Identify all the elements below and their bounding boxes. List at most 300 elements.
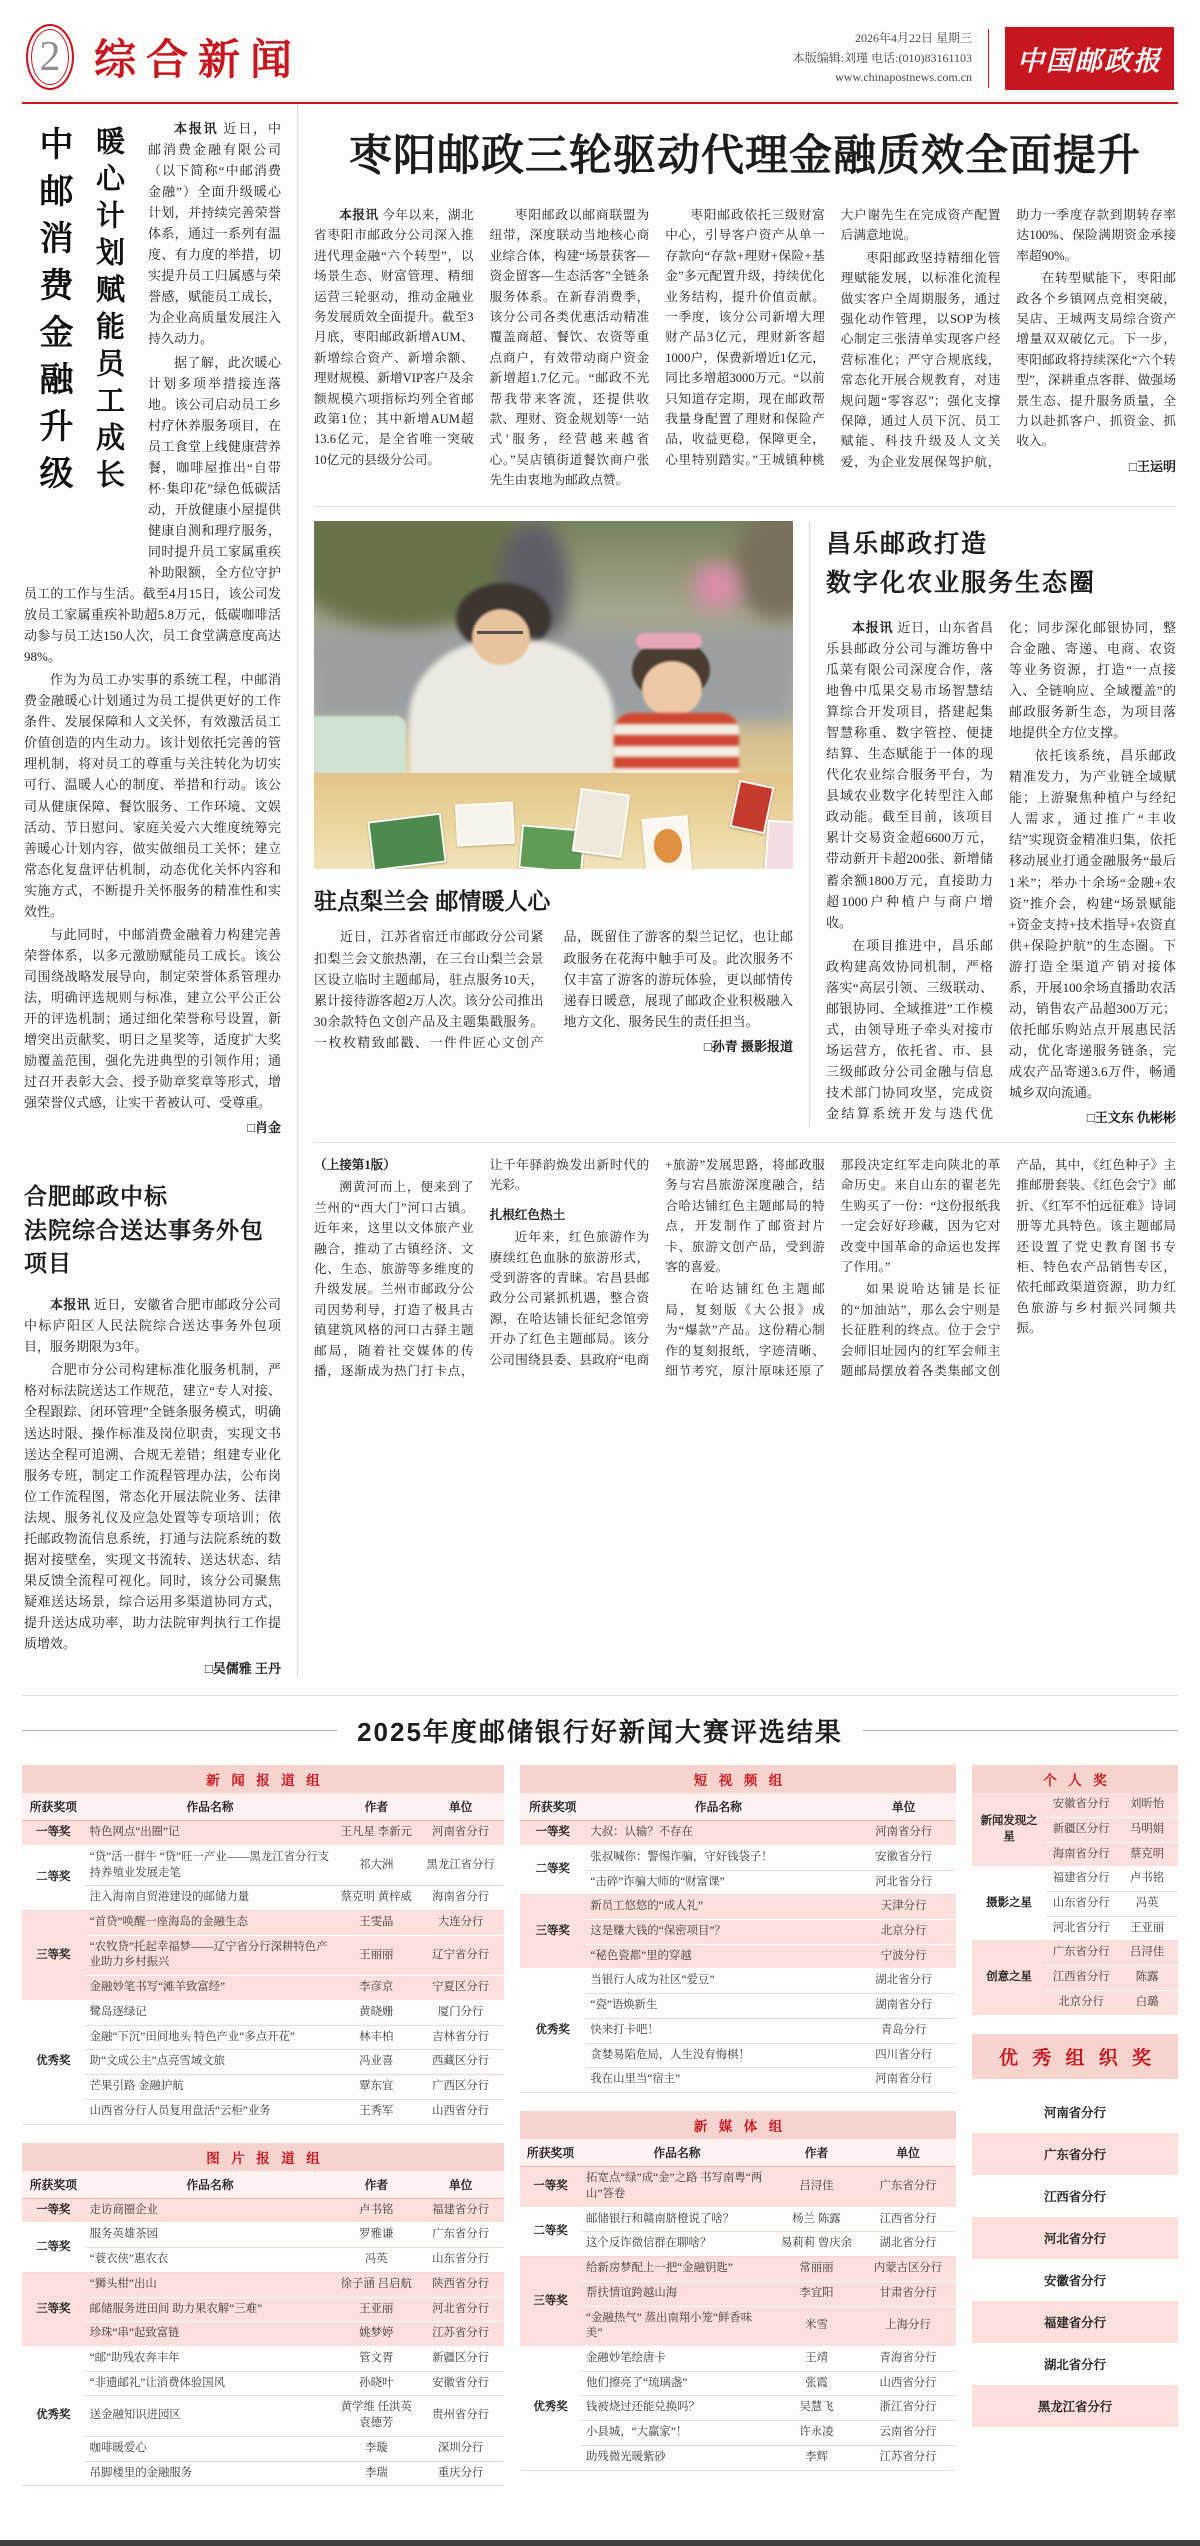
article-zaoyang-headline: 枣阳邮政三轮驱动代理金融质效全面提升 [349, 132, 1141, 180]
table-row [22, 2050, 504, 2075]
table-cell: 内蒙古区分行 [860, 2257, 956, 2282]
table-cell: 罗雅谦 [335, 2223, 417, 2248]
paragraph: 本报讯 今年以来，湖北省枣阳市邮政分公司深入推进代理金融“六个转型”，以场景生态、财富管理、精细运营三轮驱动，推动金融业务发展质效全面提升。截至3月底，枣阳邮政新增AUM、新增综合资产、新增余额、理财规模、新增VIP客户及余额规模六项指标均列全省邮政第1位；其中新增AUM超13.6亿元，是全省唯一突破10亿元的县级分公司。 [314, 208, 474, 467]
paragraph: 枣阳邮政依托三级财富中心，引导客户资产从单一存款向“存款+理财+保险+基金”多元配置升级，持续优化业务结构，提升价值贡献。一季度，该分公司新增大理财产品3亿元，理财新客超1000户，保费新增近1亿元，同比多增超3000万元。“以前只知道存定期，现在邮政帮我量身配置了理财和保险产品，收益更稳，保障更全，心里特别踏实。”王城镇种桃大户谢先生在完成资产配置后满意地说。 [665, 208, 1001, 467]
table-row [22, 1845, 504, 1885]
table-row [22, 2025, 504, 2050]
article-zaoyang [314, 122, 1176, 490]
table-cell: 李瑞 [335, 2461, 417, 2486]
table-cell: 这是赚大钱的“保密项目”？ [585, 1919, 851, 1944]
paragraph: 依托该系统，昌乐邮政精准发力，为产业链全域赋能；上游聚焦种植户与经纪人需求，通过推广“丰收结”实现资金精准归集，依托移动展业打通金融服务“最后1米”；举办十余场“金融+农资”推介会，构建“场景赋能+资金支持+技术指导+农资直供+保险护航”的生态圈。下游打造全渠道产销对接体系，开展100余场直播助农活动，销售农产品超300万元；依托邮乐购站点开展惠民活动，优化寄递服务链条，完成农产品寄递3.6万件，畅通城乡双向流通。 [1009, 748, 1176, 1100]
contest-column-left [22, 1765, 504, 2504]
award-cell: 一等奖 [520, 2167, 581, 2207]
table-row [520, 1994, 956, 2019]
photo-woman-glasses [477, 631, 523, 641]
org-award-item: 广东省分行 [972, 2133, 1178, 2175]
table-cell: “瓷”语焕新生 [585, 1994, 851, 2019]
column-header: 所获奖项 [22, 1793, 85, 1821]
table-cell: 黄学维 任洪英 袁德芳 [335, 2396, 417, 2436]
table-row [520, 2018, 956, 2043]
table-cell: 河南省分行 [851, 1821, 956, 1846]
paragraph: 据了解，此次暖心计划多项举措接连落地。该公司启动员工乡村疗休养服务项目，在员工食堂上线健康营养餐，咖啡屋推出“自带杯·集印花”绿色低碳活动，开放健康小屋提供健康自测和理疗服务，同时提升员工家属重疾补助限额，全方位守护员工的工作与生活。截至4月15日，该公司发放员工家属重疾补助超5.8万元，低碳咖啡活动参与员工达150人次，员工食堂满意度高达98%。 [24, 354, 281, 665]
table-cell: 当银行人成为社区“爱豆” [585, 1969, 851, 1994]
edition-date: 2026年4月22日 星期三 [854, 30, 972, 45]
table-cell: 广西区分行 [417, 2075, 504, 2100]
group-title: 短视频组 [520, 1765, 956, 1793]
table-cell: 王亚丽 [1116, 1916, 1178, 1941]
table-row [22, 2297, 504, 2322]
table-row [22, 2000, 504, 2025]
table-cell: 陕西省分行 [417, 2272, 504, 2297]
table-cell: 江西省分行 [1046, 1966, 1116, 1991]
award-cell: 三等奖 [22, 2272, 85, 2346]
table-cell: 林丰柏 [335, 2025, 417, 2050]
table-video-group [520, 1765, 956, 2093]
table-cell: 广东省分行 [417, 2223, 504, 2248]
article-changle-body [826, 617, 1176, 1126]
table-cell: 四川省分行 [851, 2043, 956, 2068]
article-hefei-title-line2: 法院综合送达事务外包项目 [24, 1216, 264, 1276]
column-header: 所获奖项 [22, 2171, 85, 2199]
website[interactable]: www.chinapostnews.com.cn [835, 70, 972, 85]
award-cell: 三等奖 [520, 2257, 581, 2347]
table-cell: 陈露 [1116, 1966, 1178, 1991]
table-row [520, 2371, 956, 2396]
table-cell: 冯业喜 [335, 2050, 417, 2075]
award-cell: 优秀奖 [520, 2346, 581, 2470]
table-row [520, 2421, 956, 2446]
table-cell: 邮储银行和赣南脐橙说了啥？ [581, 2207, 773, 2232]
news-photo [314, 521, 793, 869]
table-cell: 助残微光暖紫砂 [581, 2445, 773, 2470]
table-cell: 张霞 [773, 2371, 860, 2396]
table-cell: 吕浔佳 [1116, 1941, 1178, 1966]
table-cell: 河北省分行 [417, 2297, 504, 2322]
group-title: 新媒体组 [520, 2111, 956, 2139]
table-cell: 江苏省分行 [417, 2322, 504, 2347]
contest-column-right [972, 1765, 1178, 2427]
table-row [520, 2068, 956, 2093]
table-cell: 海南省分行 [417, 1886, 504, 1911]
table-cell: 助“文成公主”点亮雪域文旅 [85, 2050, 336, 2075]
table-cell: 天津分行 [851, 1895, 956, 1920]
award-cell: 优秀奖 [22, 2000, 85, 2124]
table-cell: 安徽省分行 [417, 2371, 504, 2396]
column-header: 作品名称 [581, 2139, 773, 2167]
contest-results [22, 1695, 1178, 2530]
paragraph: 近日，江苏省宿迁市邮政分公司紧扣梨兰会文旅热潮，在三台山梨兰会景区设立临时主题邮局，驻点服务10天，累计接待游客超2万人次。该分公司推出30余款特色文创产品及主题集戳服务。一枚枚精致邮戳、一件件匠心文创产品，既留住了游客的梨兰记忆，也让邮政服务在花海中触手可及。此次服务不仅丰富了游客的游玩体验，更以邮情传递春日暖意，展现了邮政企业积极融入地方文化、服务民生的责任担当。 [314, 929, 793, 1050]
table-cell: 河北省分行 [851, 1870, 956, 1895]
group-title: 个人奖 [972, 1765, 1178, 1793]
table-cell: 吴慧飞 [773, 2396, 860, 2421]
article-changle-title-line2: 数字化农业服务生态圈 [826, 569, 1097, 598]
table-row [520, 2346, 956, 2371]
table-cell: 王雯晶 [335, 1910, 417, 1935]
table-cell: 吉林省分行 [417, 2025, 504, 2050]
table-cell: 山东省分行 [417, 2248, 504, 2273]
column-header: 作品名称 [85, 2171, 336, 2199]
editor-line: 本版编辑:刘瑾 电话:(010)83161103 [792, 50, 972, 65]
table-row [22, 1821, 504, 1846]
article-changle-title-line1: 昌乐邮政打造 [826, 530, 989, 559]
table-cell: 北京分行 [851, 1919, 956, 1944]
paragraph: 枣阳邮政坚持精细化管理赋能发展，以标准化流程做实客户全周期服务，通过强化动作管理，以SOP为核心制定三张清单实现客户经营标准化；严守合规底线，常态化开展合规教育，对违规问题“零容忍”；强化支撑保障，通过人员下沉、员工赋能、科技升级及人文关爱，为企业发展保驾护航，助力一季度存款到期转存率达100%、保险满期资金承接率超90%。 [840, 208, 1176, 469]
paragraph: 本报讯 近日，中邮消费金融有限公司（以下简称“中邮消费金融”）全面升级暖心计划，并持续完善荣誉体系，通过一系列有温度、有力度的举措，切实提升员工归属感与荣誉感，赋能员工成长，为企业高质量发展注入持久动力。 [148, 121, 281, 347]
table-cell: 快来打卡吧！ [585, 2018, 851, 2043]
table-row [520, 2257, 956, 2282]
table-cell: 山东省分行 [1046, 1891, 1116, 1916]
article-hefei-body [24, 1294, 281, 1677]
org-award-box [972, 2034, 1178, 2427]
table-cell: “金融热气” 蒸出南翔小笼“鲜香味美” [581, 2306, 773, 2346]
award-cell: 二等奖 [22, 1845, 85, 1910]
middle-row [314, 506, 1176, 1126]
table-cell: 蔡克明 黄梓威 [335, 1886, 417, 1911]
table-cell: 杨兰 陈露 [773, 2207, 860, 2232]
news-group-table [22, 1793, 504, 2125]
paragraph: 枣阳邮政以邮商联盟为纽带，深度联动当地核心商业综合体，构建“场景获客—资金留客—生态活客”全链条服务体系。在新春消费季，该分公司各类优惠活动精准覆盖商超、餐饮、农资等重点商户，有效带动商户资金新增超1.7亿元。“邮政不光帮我带来客流，还提供收款、理财、资金规划等‘一站式’服务，经营越来越省心。”吴店镇街道餐饮商户张先生由衷地为邮政点赞。 [489, 208, 650, 488]
table-cell: 湖南省分行 [851, 1994, 956, 2019]
table-cell: 祁大洲 [335, 1845, 417, 1885]
table-cell: 青海省分行 [860, 2346, 956, 2371]
table-cell: 拓宽点“绿”成“金”之路 书写南粤“两山”答卷 [581, 2167, 773, 2207]
table-cell: 吊脚楼里的金融服务 [85, 2461, 336, 2486]
table-row [22, 1886, 504, 1911]
table-cell: 大叔：认输？不存在 [585, 1821, 851, 1846]
article-zhongyou [24, 118, 281, 1136]
paragraph: 在转型赋能下，枣阳邮政各个乡镇网点竞相突破，吴店、王城两支局综合资产增量双双破亿元。下一步，枣阳邮政将持续深化“六个转型”，深耕重点客群、做强场景生态、提升服务质量，全力以赴抓客户、抓资金、抓收入。 [1016, 271, 1176, 449]
table-cell: 宁夏区分行 [417, 1976, 504, 2001]
table-row [520, 2207, 956, 2232]
photo-story-title: 驻点梨兰会 邮情暖人心 [314, 888, 551, 915]
table-cell: 李辉 [773, 2445, 860, 2470]
table-cell: “击碎”诈骗大师的“财富课” [585, 1870, 851, 1895]
table-cell: 注入海南自贸港建设的邮储力量 [85, 1886, 336, 1911]
table-cell: 帮扶情谊跨越山海 [581, 2281, 773, 2306]
table-cell: 王凡星 李新元 [335, 1821, 417, 1846]
article-hefei-title [24, 1180, 281, 1280]
table-cell: 吕浔佳 [773, 2167, 860, 2207]
table-cell: 甘肃省分行 [860, 2281, 956, 2306]
newspaper-logo: 中国邮政报 [1005, 27, 1174, 90]
table-cell: “狮头柑”出山 [85, 2272, 336, 2297]
photo-stamp-sheet [367, 813, 447, 869]
table-cell: 刘昕怡 [1116, 1793, 1178, 1817]
article-zhongyou-vertical-title [24, 126, 134, 556]
table-cell: 管文胥 [335, 2346, 417, 2371]
divider [22, 1730, 337, 1731]
page-number-badge: 2 [26, 24, 74, 90]
org-award-list [972, 2091, 1178, 2427]
table-cell: “秘色瓷都”里的穿越 [585, 1944, 851, 1969]
contest-title-row [22, 1712, 1178, 1749]
table-cell: “农牧贷”托起幸福梦——辽宁省分行深耕特色产业助力乡村振兴 [85, 1935, 336, 1975]
table-newmedia-group [520, 2111, 956, 2471]
left-column [22, 104, 298, 1677]
column-header: 单位 [860, 2139, 956, 2167]
contest-column-middle [520, 1765, 956, 2489]
photo-envelope [572, 788, 630, 858]
table-cell: 孙晓叶 [335, 2371, 417, 2396]
table-cell: 邮储服务进田间 助力果农解“三难” [85, 2297, 336, 2322]
table-row [22, 1976, 504, 2001]
table-cell: 姚梦婷 [335, 2322, 417, 2347]
table-cell: 安徽省分行 [851, 1845, 956, 1870]
table-cell: 宁波分行 [851, 1944, 956, 1969]
award-cell: 三等奖 [520, 1895, 585, 1969]
table-cell: 李璇 [335, 2436, 417, 2461]
group-title: 新闻报道组 [22, 1765, 504, 1793]
article-changle [810, 521, 1176, 1126]
photo-child-headband [636, 633, 702, 649]
table-cell: 冯英 [335, 2248, 417, 2273]
masthead [22, 16, 1178, 104]
table-row [520, 2232, 956, 2257]
table-row [520, 1845, 956, 1870]
table-cell: 李宜阳 [773, 2281, 860, 2306]
table-cell: 李彦京 [335, 1976, 417, 2001]
table-cell: 山西省分行人员复用盘活“云柜”业务 [85, 2099, 336, 2124]
table-cell: 易莉莉 曾庆余 [773, 2232, 860, 2257]
org-award-item: 安徽省分行 [1044, 2273, 1106, 2288]
column-header: 所获奖项 [520, 2139, 581, 2167]
paragraph: 在哈达铺红色主题邮局，复刻版《大公报》成为“爆款”产品。这份精心制作的复刻报纸，字迹清晰、细节考究，原汁原味还原了那段决定红军走向陕北的革命历史。来自山东的翟老先生购买了一份：“这份报纸我一定会好好珍藏，因为它对改变中国革命的命运也发挥了作用。” [665, 1158, 1001, 1378]
table-cell: 贵州省分行 [417, 2396, 504, 2436]
photo-postcard [455, 802, 515, 847]
table-cell: 王丽丽 [335, 1935, 417, 1975]
table-cell: 服务英雄茶园 [85, 2223, 336, 2248]
table-cell: 送金融知识进园区 [85, 2396, 336, 2436]
table-cell: 王亚丽 [335, 2297, 417, 2322]
table-row [972, 1867, 1178, 1892]
personal-awards-table [972, 1793, 1178, 2016]
divider [863, 1730, 1178, 1731]
table-row [520, 1919, 956, 1944]
table-cell: 这个反诈微信群在聊啥？ [581, 2232, 773, 2257]
photo-story [314, 521, 810, 1126]
article-continued [314, 1142, 1176, 1381]
org-award-item: 江西省分行 [1044, 2189, 1106, 2204]
table-cell: 王秀军 [335, 2099, 417, 2124]
table-cell: 福建省分行 [1046, 1867, 1116, 1892]
column-header: 作者 [335, 1793, 417, 1821]
photo-group-table [22, 2171, 504, 2487]
column-header: 作者 [335, 2171, 417, 2199]
table-cell: 湖北省分行 [851, 1969, 956, 1994]
continued-label: （上接第1版） [314, 1158, 396, 1173]
table-cell: 广东省分行 [860, 2167, 956, 2207]
table-row [22, 2223, 504, 2248]
newmedia-group-table [520, 2139, 956, 2471]
table-cell: 给新房梦配上一把“金融钥匙” [581, 2257, 773, 2282]
article-zaoyang-body [314, 205, 1176, 490]
award-cell: 摄影之星 [972, 1867, 1046, 1941]
column-header: 单位 [417, 2171, 504, 2199]
table-cell: 金融“下沉”田间地头 特色产业“多点开花” [85, 2025, 336, 2050]
org-award-item: 湖北省分行 [1044, 2357, 1106, 2372]
table-news-group [22, 1765, 504, 2125]
photo-souvenir-pack [764, 820, 793, 869]
table-cell: 新员工悠悠的“成人礼” [585, 1895, 851, 1920]
table-cell: 我在山里当“宿主” [585, 2068, 851, 2093]
article-changle-title [826, 525, 1176, 603]
article-hefei-title-line1: 合肥邮政中标 [24, 1183, 168, 1210]
table-row [22, 2371, 504, 2396]
table-cell: 张叔喊你：警惕诈骗，守好钱袋子！ [585, 1845, 851, 1870]
table-row [22, 2272, 504, 2297]
table-personal-awards [972, 1765, 1178, 2016]
table-cell: 辽宁省分行 [417, 1935, 504, 1975]
table-cell: 黑龙江省分行 [417, 1845, 504, 1885]
paragraph: 作为为员工办实事的系统工程，中邮消费金融暖心计划通过为员工提供更好的工作条件、发展保障和人文关怀，有效激活员工价值创造的内生动力。该计划依托完善的管理机制，将对员工的尊重与关注转化为切实可行、温暖人心的制度、举措和行动。该公司从健康保障、餐饮服务、工作环境、文娱活动、节日慰问、家庭关爱六大维度统筹完善暖心计划内容，做实做细员工关怀；建立常态化复盘评估机制，动态优化关怀内容和实施方式，不断提升关怀服务的精准性和实效性。 [24, 672, 281, 919]
column-header: 作者 [773, 2139, 860, 2167]
article-zhongyou-title-main: 中邮消费金融升级 [34, 126, 72, 502]
table-cell: 山西省分行 [860, 2371, 956, 2396]
table-cell: 湖北省分行 [860, 2232, 956, 2257]
paragraph: 合肥市分公司构建标准化服务机制，严格对标法院送达工作规范，建立“专人对接、全程跟踪、闭环管理”全链条服务模式，明确送达时限、操作标准及岗位职责，实现文书送达全程可追溯、合规无差错；组建专业化服务专班，制定工作流程管理办法，公布岗位工作流程图，常态化开展法院业务、法律法规、服务礼仪及应急处置等专项培训；依托邮政物流信息系统，打通与法院系统的数据对接壁垒，实现文书流转、送达状态、结果反馈全流程可视化。同时，该分公司聚焦疑难送达场景，综合运用多渠道协同方式，提升送达成功率，助力法院审判执行工作提质增效。 [24, 1362, 281, 1651]
table-row [520, 1821, 956, 1846]
contest-title: 2025年度邮储银行好新闻大赛评选结果 [357, 1717, 843, 1748]
table-cell: 上海分行 [860, 2306, 956, 2346]
table-row [22, 2099, 504, 2124]
table-cell: 冯英 [1116, 1891, 1178, 1916]
table-cell: 金融妙笔书写“滩羊致富经” [85, 1976, 336, 2001]
table-row [22, 2436, 504, 2461]
table-cell: 蔡克明 [1116, 1842, 1178, 1867]
column-header: 作品名称 [85, 1793, 336, 1821]
table-cell: 米雪 [773, 2306, 860, 2346]
award-cell: 新闻发现之星 [972, 1793, 1046, 1867]
table-cell: 贪婪易陷危局，人生没有悔棋！ [585, 2043, 851, 2068]
table-cell: 山西省分行 [417, 2099, 504, 2124]
award-cell: 二等奖 [520, 1845, 585, 1894]
award-cell: 三等奖 [22, 1910, 85, 2000]
byline: □王文东 仇彬彬 [1086, 1110, 1176, 1126]
table-cell: 金融妙笔绘唐卡 [581, 2346, 773, 2371]
table-cell: 安徽省分行 [1046, 1793, 1116, 1817]
photo-flower [694, 563, 740, 609]
table-row [22, 2396, 504, 2436]
org-award-title: 优秀组织奖 [972, 2034, 1178, 2079]
table-cell: 卢书铭 [1116, 1867, 1178, 1892]
table-row [520, 2306, 956, 2346]
table-row [22, 1935, 504, 1975]
table-cell: 西藏区分行 [417, 2050, 504, 2075]
table-row [22, 2198, 504, 2223]
table-cell: “非遗邮礼”让消费体验国风 [85, 2371, 336, 2396]
table-cell: 黄晓姗 [335, 2000, 417, 2025]
award-cell: 一等奖 [520, 1821, 585, 1846]
table-cell: 芒果引路 金融护航 [85, 2075, 336, 2100]
table-row [520, 2043, 956, 2068]
group-title: 图片报道组 [22, 2143, 504, 2171]
table-row [520, 2445, 956, 2470]
table-cell: 重庆分行 [417, 2461, 504, 2486]
table-cell: 走访商圈企业 [85, 2198, 336, 2223]
paragraph: 与此同时，中邮消费金融着力构建完善荣誉体系，以多元激励赋能员工成长。该公司围绕战略发展导向，制定荣誉体系管理办法，明确评选规则与标准，建立公平公正公开的评选机制；通过细化荣誉称号设置，新增突出贡献奖、明日之星奖等，适度扩大奖励覆盖范围，强化先进典型的引领作用；通过召开表彰大会、授予勋章奖章等形式，增强荣誉仪式感，让实干者被认可、受尊重。 [24, 926, 281, 1111]
table-cell: 咖啡暖爱心 [85, 2436, 336, 2461]
column-header: 单位 [417, 1793, 504, 1821]
table-row [520, 1895, 956, 1920]
table-cell: 厦门分行 [417, 2000, 504, 2025]
table-cell: 河北省分行 [1046, 1916, 1116, 1941]
org-award-item: 河南省分行 [1044, 2105, 1106, 2120]
table-cell: 特色网点“出圈”记 [85, 1821, 336, 1846]
paragraph: 近年来，红色旅游作为赓续红色血脉的旅游形式，受到游客的青睐。宕昌县邮政分公司紧抓机遇，整合资源，在哈达铺长征纪念馆旁开办了红色主题邮局。该分公司围绕县委、县政府“电商+旅游”发展思路，将邮政服务与宕昌旅游深度融合，结合哈达铺红色主题邮局的特点，开发制作了邮资封片卡、旅游文创产品，受到游客的喜爱。 [489, 1158, 825, 1367]
table-cell: 河南省分行 [851, 2068, 956, 2093]
award-cell: 创意之星 [972, 1941, 1046, 2015]
org-award-item: 黑龙江省分行 [972, 2385, 1178, 2427]
table-row [22, 2461, 504, 2486]
award-cell: 二等奖 [22, 2223, 85, 2272]
table-row [22, 2346, 504, 2371]
paragraph: 溯黄河而上，便来到了兰州的“西大门”河口古镇。近年来，这里以文体旅产业融合，推动了古镇经济、文化、生态、旅游等多维度的升级发展。兰州市邮政分公司因势利导，打造了极具古镇建筑风格的河口古驿主题邮局，随着社交媒体的传播，逐渐成为热门打卡点，让千年驿韵焕发出新时代的光彩。 [314, 1158, 650, 1378]
table-cell: 深圳分行 [417, 2436, 504, 2461]
table-cell: 广东省分行 [1046, 1941, 1116, 1966]
table-cell: 徐子涵 吕启航 [335, 2272, 417, 2297]
org-award-item: 河北省分行 [972, 2217, 1178, 2259]
column-header: 所获奖项 [520, 1793, 585, 1821]
table-cell: 卢书铭 [335, 2198, 417, 2223]
table-cell: 江西省分行 [860, 2207, 956, 2232]
table-cell: 钱被烧过还能兑换吗？ [581, 2396, 773, 2421]
award-cell: 优秀奖 [520, 1969, 585, 2093]
paragraph: 本报讯 近日，山东省昌乐县邮政分公司与潍坊鲁中瓜菜有限公司深度合作，落地鲁中瓜果交易市场智慧结算综合开发项目，搭建起集智慧称重、数字管控、便捷结算、生态赋能于一体的现代化农业综合服务平台，为县域农业数字化转型注入邮政动能。截至目前，该项目累计交易资金超6600万元，带动新开卡超200张、新增储蓄余额1800万元，直接助力超1000户种植户与商户增收。 [826, 619, 993, 930]
award-cell: 一等奖 [22, 1821, 85, 1846]
table-cell: 青岛分行 [851, 2018, 956, 2043]
table-cell: 白璐 [1116, 1990, 1178, 2015]
table-cell: 他们擦亮了“琉璃盏” [581, 2371, 773, 2396]
table-row [520, 1944, 956, 1969]
table-row [520, 2281, 956, 2306]
paragraph: 在项目推进中，昌乐邮政构建高效协同机制，严格落实“高层引领、三级联动、邮银协同、全域推进”工作模式，由领导班子牵头对接市场运营方，依托省、市、县三级邮政分公司金融与信息技术部门协同攻坚，完成资金结算系统开发与迭代优化；同步深化邮银协同，整合金融、寄递、电商、农资等业务资源，打造“一点接入、全链响应、全域覆盖”的邮政服务新生态，为项目落地提供全方位支撑。 [826, 619, 1176, 1122]
table-cell: 海南省分行 [1046, 1842, 1116, 1867]
table-row [972, 1941, 1178, 1966]
table-cell: 许永凌 [773, 2421, 860, 2446]
article-hefei [24, 1180, 281, 1677]
table-cell: 鹭岛逐绿记 [85, 2000, 336, 2025]
table-cell: “邮”助残农奔丰年 [85, 2346, 336, 2371]
main-column [298, 104, 1178, 1677]
byline: □肖金 [247, 1120, 281, 1136]
table-cell: 浙江省分行 [860, 2396, 956, 2421]
table-cell: 大连分行 [417, 1910, 504, 1935]
table-row [520, 1870, 956, 1895]
page-bottom-rule [0, 2540, 1200, 2546]
photo-bystander [734, 521, 793, 621]
contest-grid [22, 1765, 1178, 2504]
award-cell: 二等奖 [520, 2207, 581, 2256]
table-row [972, 1793, 1178, 1817]
table-row [520, 2167, 956, 2207]
table-row [22, 2248, 504, 2273]
photo-keychain-pack [642, 816, 693, 870]
table-cell: 珍珠“串”起致富链 [85, 2322, 336, 2347]
table-cell: 河南省分行 [417, 1821, 504, 1846]
table-cell: 覃东宜 [335, 2075, 417, 2100]
table-cell: 新疆区分行 [1046, 1817, 1116, 1842]
continued-subhead: 扎根红色热土 [489, 1207, 566, 1222]
paragraph: 如果说哈达铺是长征的“加油站”，那么会宁则是长征胜利的终点。位于会宁会师旧址园内的红军会师主题邮局摆放着各类集邮文创产品，其中，《红色种子》主推邮册套装、《红色会宁》邮折、《红军不怕远征难》诗词册等尤具特色。该主题邮局还设置了党史教育图书专柜、特色农产品销售专区，依托邮政渠道资源，助力红色旅游与乡村振兴同频共振。 [840, 1158, 1176, 1378]
table-cell: 福建省分行 [417, 2198, 504, 2223]
byline: □吴儒雅 王丹 [204, 1661, 281, 1677]
table-cell: 江苏省分行 [860, 2445, 956, 2470]
table-row [520, 2396, 956, 2421]
section-title: 综合新闻 [94, 36, 303, 83]
table-cell: 新疆区分行 [417, 2346, 504, 2371]
content-row [22, 104, 1178, 1677]
column-header: 作品名称 [585, 1793, 851, 1821]
